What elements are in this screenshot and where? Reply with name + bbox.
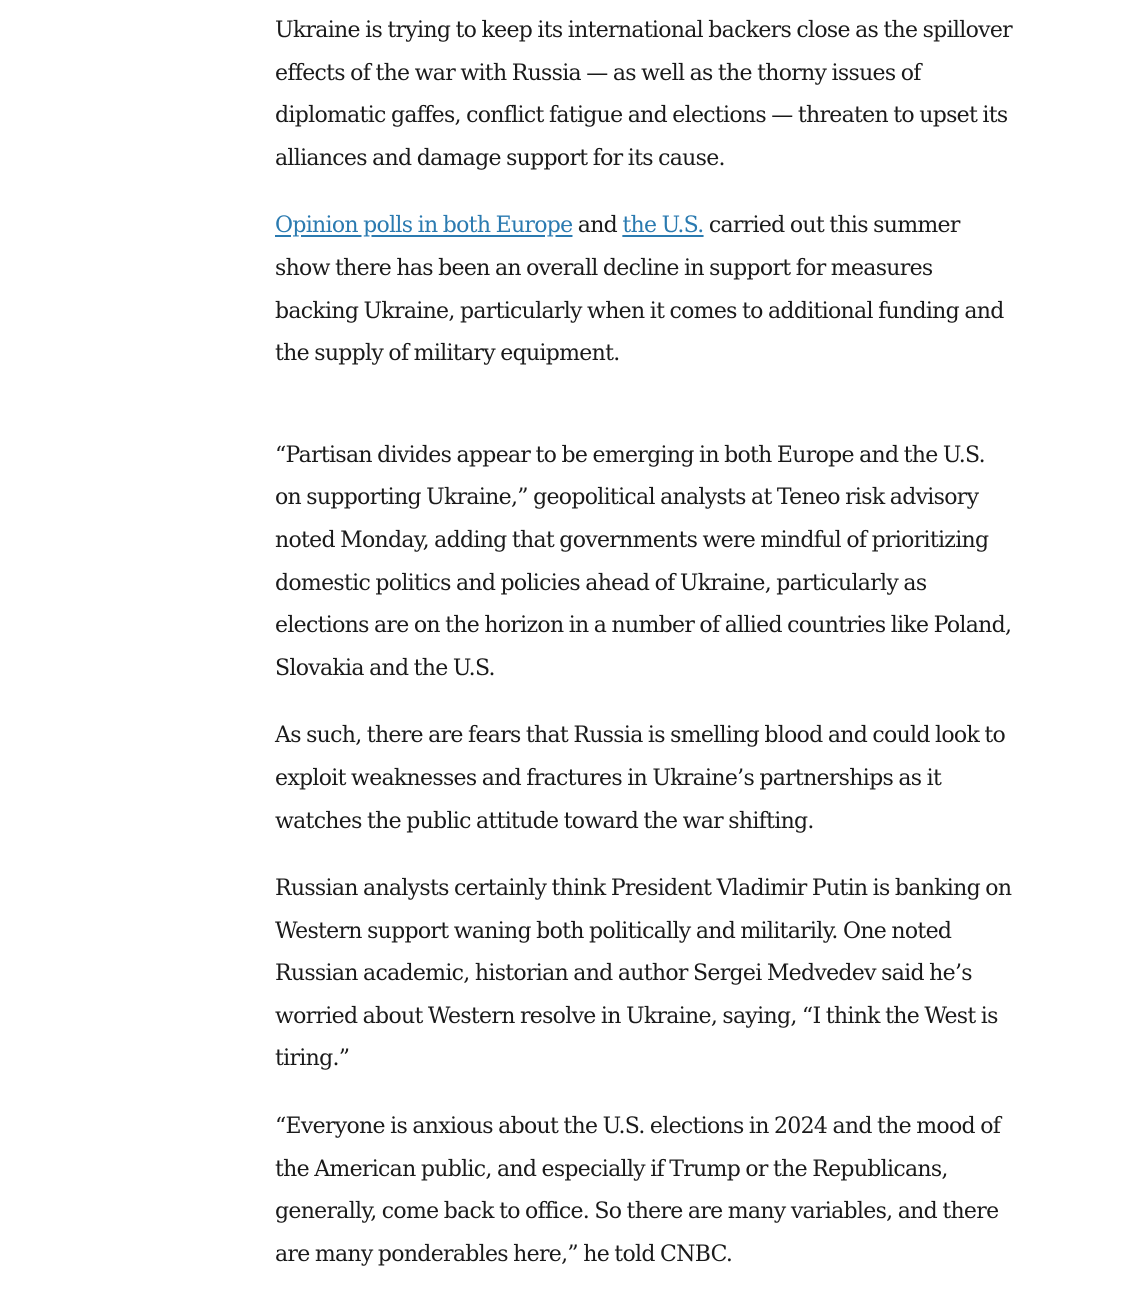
paragraph-medvedev-quote: “Everyone is anxious about the U.S. elections in 2024 and the mood of the American public, and especially if Trump or the Republicans, generally, come back to office. So there are many variables, and there are many ponderables here,” he told CNBC. <box>275 1114 1001 1267</box>
paragraph-text-and: and <box>572 213 623 239</box>
article-body <box>275 10 1015 1301</box>
link-us-polls[interactable]: the U.S. <box>622 213 704 239</box>
paragraph-russia-fears: As such, there are fears that Russia is smelling blood and could look to exploit weaknesses and fractures in Ukraine’s partnerships as it watches the public attitude toward the war shifting. <box>275 723 1006 834</box>
paragraph-text-rest: carried out this summer show there has been an overall decline in support for measures backing Ukraine, particularly when it comes to additional funding and the supply of military equipment. <box>275 213 1004 367</box>
paragraph-partisan-divides: “Partisan divides appear to be emerging in both Europe and the U.S. on supporting Ukraine,” geopolitical analysts at Teneo risk advisory noted Monday, adding that governments were mindful of prioritizing domestic politics and policies ahead of Ukraine, particularly as elections are on the horizon in a number of allied countries like Poland, Slovakia and the U.S. <box>275 442 1012 681</box>
paragraph-russian-analysts: Russian analysts certainly think President Vladimir Putin is banking on Western support waning both politically and militarily. One noted Russian academic, historian and author Sergei Medvedev said he’s worried about Western resolve in Ukraine, saying, “I think the West is tiring.” <box>275 876 1012 1072</box>
link-opinion-polls-europe[interactable]: Opinion polls in both Europe <box>275 213 573 239</box>
paragraph-opinion-polls <box>275 205 1015 375</box>
paragraph-intro: Ukraine is trying to keep its international backers close as the spillover effects of the war with Russia — as well as the thorny issues of diplomatic gaffes, conflict fatigue and elections — threaten to upset its alliances and damage support for its cause. <box>275 18 1012 171</box>
